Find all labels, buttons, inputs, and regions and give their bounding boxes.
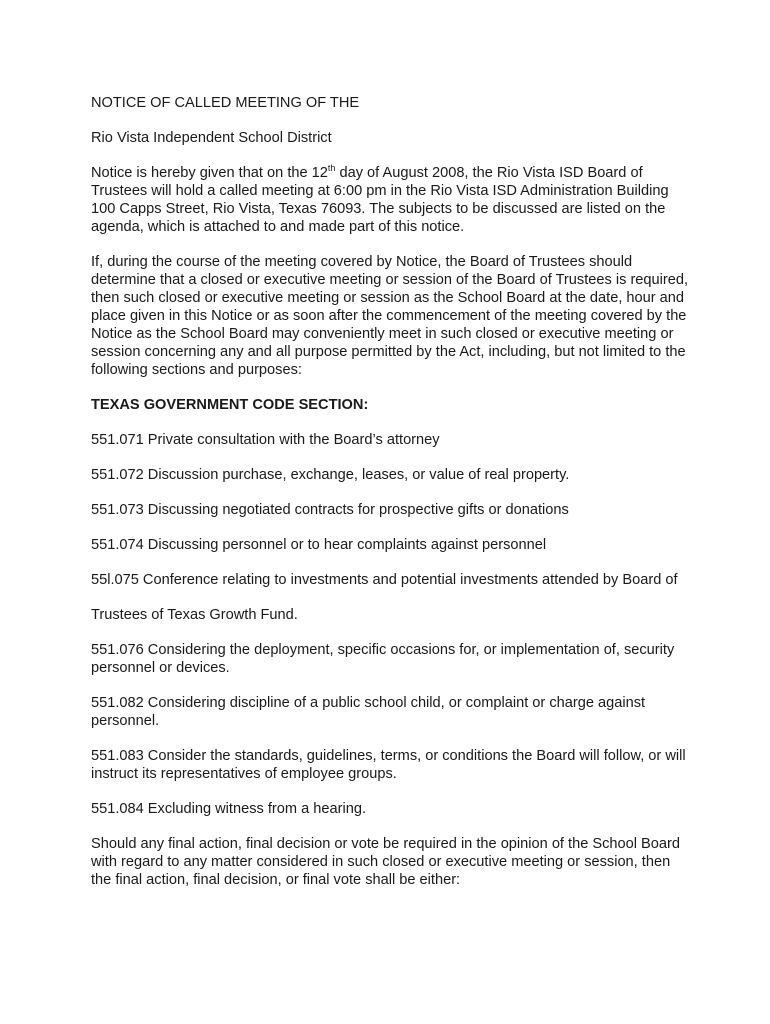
notice-ordinal-suffix: th — [327, 163, 336, 174]
section-item: 551.076 Considering the deployment, specific occasions for, or implementation of, security personnel or devices. — [91, 642, 675, 676]
section-item: 551.083 Consider the standards, guidelines, terms, or conditions the Board will follow, or will instruct its representatives of employee groups. — [91, 748, 686, 782]
notice-text-end: day of August 2008, the Rio Vista ISD Board of Trustees will hold a called meeting at 6:00 pm in the Rio Vista ISD Administration Building 100 Capps Street, Rio Vista, Texas 76093. The subjects to be discussed are listed on the agenda, which is attached to and made part of this notice. — [91, 165, 669, 235]
section-item: 551.073 Discussing negotiated contracts for prospective gifts or donations — [91, 502, 569, 518]
code-heading: TEXAS GOVERNMENT CODE SECTION: — [91, 397, 369, 413]
document-title: NOTICE OF CALLED MEETING OF THE — [91, 95, 360, 111]
section-item: 551.082 Considering discipline of a public school child, or complaint or charge against personnel. — [91, 695, 646, 729]
closed-session-paragraph: If, during the course of the meeting covered by Notice, the Board of Trustees should determine that a closed or executive meeting or session of the Board of Trustees is required, then such closed or executive meeting or session as the School Board at the date, hour and place given in this Notice or as soon after the commencement of the meeting covered by the Notice as the School Board may conveniently meet in such closed or executive meeting or session concerning any and all purpose permitted by the Act, including, but not limited to the following sections and purposes: — [91, 254, 689, 378]
section-item: 551.072 Discussion purchase, exchange, leases, or value of real property. — [91, 467, 570, 483]
notice-text-start: Notice is hereby given that on the 12 — [91, 165, 328, 181]
section-item: 551.074 Discussing personnel or to hear complaints against personnel — [91, 537, 547, 553]
notice-paragraph — [91, 164, 691, 236]
document-page — [91, 94, 691, 906]
section-item: 55l.075 Conference relating to investments and potential investments attended by Board of — [91, 572, 678, 588]
final-action-paragraph: Should any final action, final decision or vote be required in the opinion of the School Board with regard to any matter considered in such closed or executive meeting or session, then the final action, final decision, or final vote shall be either: — [91, 836, 681, 888]
section-item: 551.084 Excluding witness from a hearing. — [91, 801, 367, 817]
section-item: 551.071 Private consultation with the Board’s attorney — [91, 432, 440, 448]
district-name: Rio Vista Independent School District — [91, 130, 332, 146]
section-item-continuation: Trustees of Texas Growth Fund. — [91, 607, 298, 623]
